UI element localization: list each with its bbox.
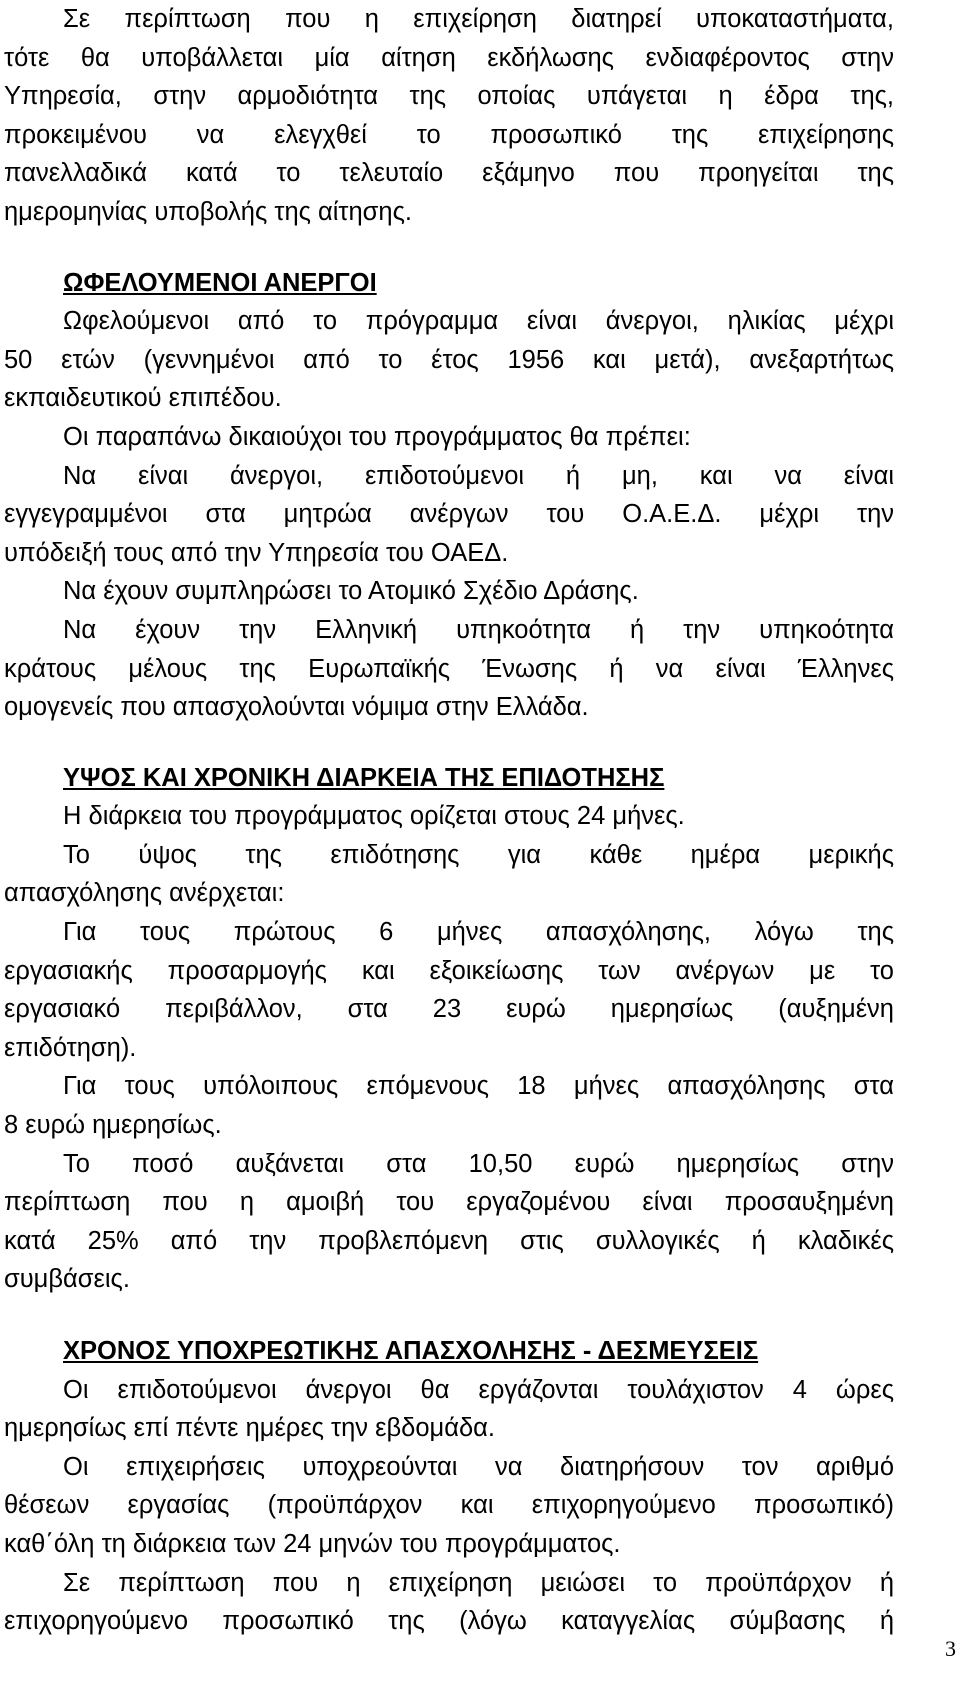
body-line: Οι επιχειρήσεις υποχρεούνται να διατηρήσουν τον αριθμό (63, 1452, 894, 1481)
body-line: επιχορηγούμενο προσωπικό της (λόγω καταγγελίας σύμβασης ή (4, 1607, 894, 1636)
spacer (4, 727, 894, 759)
section-heading-subsidy: ΥΨΟΣ ΚΑΙ ΧΡΟΝΙΚΗ ΔΙΑΡΚΕΙΑ ΤΗΣ ΕΠΙΔΟΤΗΣΗΣ (63, 763, 665, 792)
body-line: εργασιακής προσαρμογής και εξοικείωσης των ανέργων με το (4, 956, 894, 985)
body-line: ημερησίως επί πέντε ημέρες την εβδομάδα. (4, 1414, 496, 1443)
body-line: κράτους μέλους της Ευρωπαϊκής Ένωσης ή να είναι Έλληνες (4, 654, 894, 683)
section-heading-obligations: ΧΡΟΝΟΣ ΥΠΟΧΡΕΩΤΙΚΗΣ ΑΠΑΣΧΟΛΗΣΗΣ - ΔΕΣΜΕΥΣΕΙΣ (63, 1337, 759, 1365)
document-page (4, 0, 894, 1641)
body-line: Για τους πρώτους 6 μήνες απασχόλησης, λόγω της (63, 918, 894, 947)
intro-line: Σε περίπτωση που η επιχείρηση διατηρεί υποκαταστήματα, (63, 5, 894, 33)
body-line: απασχόλησης ανέρχεται: (4, 879, 285, 908)
body-line: Για τους υπόλοιπους επόμενους 18 μήνες απασχόλησης στα (63, 1072, 894, 1101)
body-line: Να είναι άνεργοι, επιδοτούμενοι ή μη, και να είναι (63, 461, 894, 490)
section-heading-beneficiaries: ΩΦΕΛΟΥΜΕΝΟΙ ΑΝΕΡΓΟΙ (63, 268, 377, 297)
body-line: συμβάσεις. (4, 1265, 130, 1294)
body-line: κατά 25% από την προβλεπόμενη στις συλλογικές ή κλαδικές (4, 1226, 894, 1255)
body-line: Η διάρκεια του προγράμματος ορίζεται στους 24 μήνες. (63, 802, 685, 831)
body-line: εγγεγραμμένοι στα μητρώα ανέργων του Ο.Α.Ε.Δ. μέχρι την (4, 500, 894, 529)
body-line: θέσεων εργασίας (προϋπάρχον και επιχορηγούμενο προσωπικό) (4, 1491, 894, 1520)
body-line: υπόδειξή τους από την Υπηρεσία του ΟΑΕΔ. (4, 538, 509, 567)
body-line: Οι επιδοτούμενοι άνεργοι θα εργάζονται τουλάχιστον 4 ώρες (63, 1375, 894, 1404)
body-line: εργασιακό περιβάλλον, στα 23 ευρώ ημερησίως (αυξημένη (4, 995, 894, 1024)
spacer (4, 1299, 894, 1332)
intro-line: προκειμένου να ελεγχθεί το προσωπικό της επιχείρησης (4, 120, 894, 149)
body-line: Σε περίπτωση που η επιχείρηση μειώσει το προϋπάρχον ή (63, 1568, 894, 1597)
body-line: ομογενείς που απασχολούνται νόμιμα στην Ελλάδα. (4, 693, 589, 722)
body-line: Να έχουν συμπληρώσει το Ατομικό Σχέδιο Δράσης. (63, 577, 639, 606)
spacer (4, 232, 894, 264)
body-line: Το ποσό αυξάνεται στα 10,50 ευρώ ημερησίως στην (63, 1149, 894, 1178)
intro-line: τότε θα υποβάλλεται μία αίτηση εκδήλωσης ενδιαφέροντος στην (4, 43, 894, 72)
page-number: 3 (945, 1636, 956, 1661)
body-line: περίπτωση που η αμοιβή του εργαζομένου είναι προσαυξημένη (4, 1188, 894, 1217)
intro-line: ημερομηνίας υποβολής της αίτησης. (4, 197, 412, 226)
body-line: Οι παραπάνω δικαιούχοι του προγράμματος θα πρέπει: (63, 422, 691, 451)
body-line: Ωφελούμενοι από το πρόγραμμα είναι άνεργοι, ηλικίας μέχρι (63, 307, 894, 336)
intro-line: Υπηρεσία, στην αρμοδιότητα της οποίας υπάγεται η έδρα της, (4, 82, 894, 111)
body-line: Να έχουν την Ελληνική υπηκοότητα ή την υπηκοότητα (63, 615, 894, 644)
body-line: καθ΄όλη τη διάρκεια των 24 μηνών του προγράμματος. (4, 1529, 621, 1558)
body-line: 50 ετών (γεννημένοι από το έτος 1956 και μετά), ανεξαρτήτως (4, 345, 894, 374)
body-line: επιδότηση). (4, 1033, 137, 1062)
body-line: 8 ευρώ ημερησίως. (4, 1111, 222, 1140)
intro-line: πανελλαδικά κατά το τελευταίο εξάμηνο που προηγείται της (4, 159, 894, 188)
body-line: εκπαιδευτικού επιπέδου. (4, 384, 282, 413)
body-line: Το ύψος της επιδότησης για κάθε ημέρα μερικής (63, 840, 894, 869)
